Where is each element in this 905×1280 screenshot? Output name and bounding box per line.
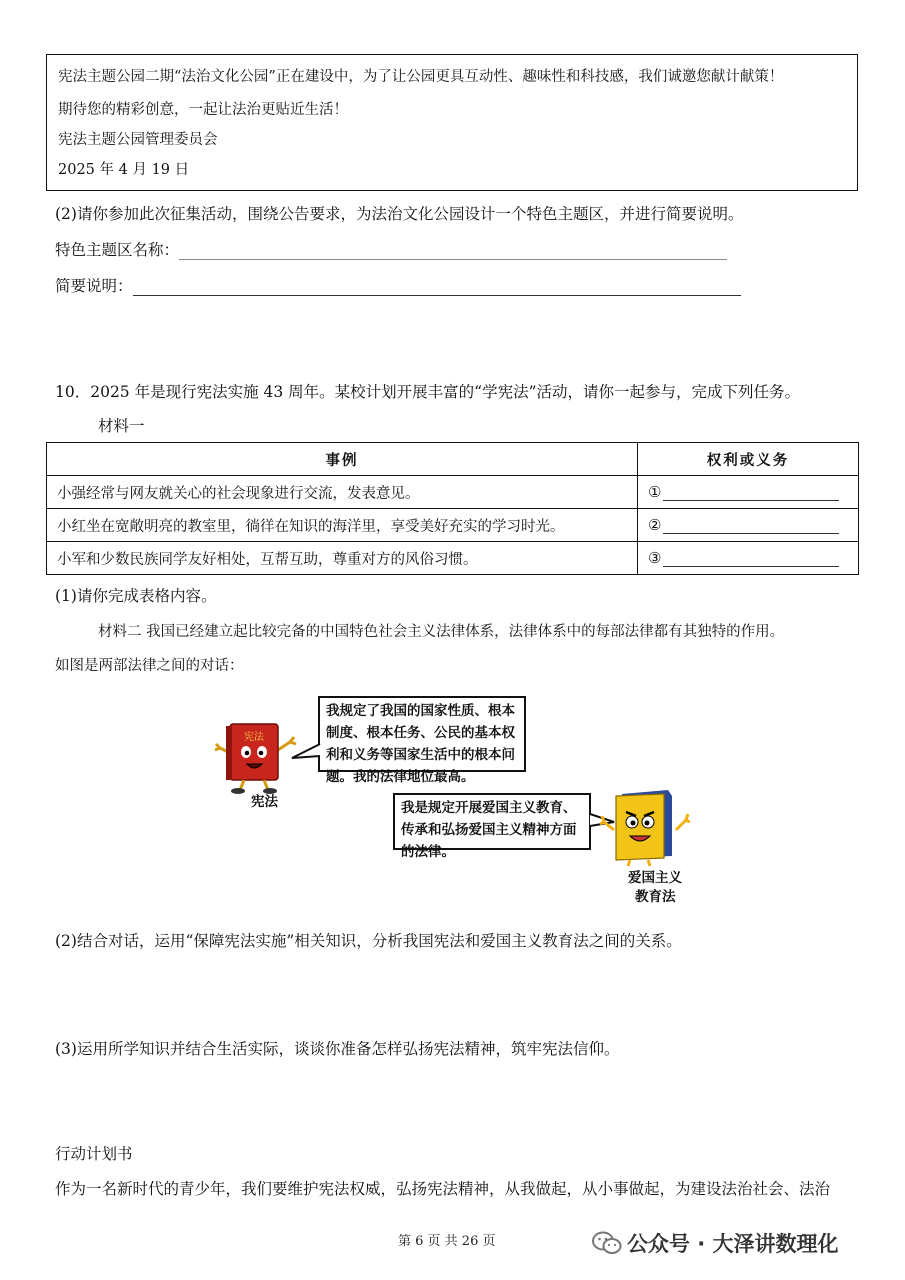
theme-name-row bbox=[55, 238, 727, 260]
theme-name-blank[interactable] bbox=[179, 241, 727, 260]
patriot-label-line-2: 教育法 bbox=[635, 889, 676, 905]
patriot-label-line-1: 爱国主义 bbox=[628, 870, 682, 886]
description-label: 简要说明： bbox=[55, 277, 133, 295]
bubble-tail-icon bbox=[290, 742, 322, 766]
constitution-label: 宪法 bbox=[251, 794, 278, 810]
material-1-label: 材料一 bbox=[98, 417, 145, 435]
wechat-icon bbox=[592, 1230, 622, 1256]
notice-date: 2025 年 4 月 19 日 bbox=[58, 162, 190, 178]
page-number: 第 6 页 共 26 页 bbox=[398, 1234, 496, 1249]
answer-cell[interactable] bbox=[638, 509, 859, 542]
header-case: 事例 bbox=[47, 443, 638, 476]
patriot-speech-bubble: 我是规定开展爱国主义教育、传承和弘扬爱国主义精神方面的法律。 bbox=[393, 793, 591, 850]
constitution-speech-bubble: 我规定了我国的国家性质、根本制度、根本任务、公民的基本权利和义务等国家生活中的根本问题。我的法律地位最高。 bbox=[318, 696, 526, 772]
answer-blank[interactable] bbox=[663, 486, 839, 501]
constitution-book-icon bbox=[214, 718, 298, 794]
case-cell: 小强经常与网友就关心的社会现象进行交流，发表意见。 bbox=[47, 476, 638, 509]
action-plan-title: 行动计划书 bbox=[55, 1145, 133, 1163]
answer-blank[interactable] bbox=[663, 519, 839, 534]
case-cell: 小军和少数民族同学友好相处，互帮互助，尊重对方的风俗习惯。 bbox=[47, 542, 638, 575]
sub-question-1: (1)请你完成表格内容。 bbox=[55, 587, 217, 605]
patriotic-education-book-icon bbox=[600, 784, 690, 868]
table-row bbox=[47, 509, 859, 542]
answer-cell[interactable] bbox=[638, 542, 859, 575]
notice-signature: 宪法主题公园管理委员会 bbox=[58, 132, 218, 148]
description-blank[interactable] bbox=[133, 277, 741, 296]
sub-question-3: (3)运用所学知识并结合生活实际，谈谈你准备怎样弘扬宪法精神，筑牢宪法信仰。 bbox=[55, 1040, 620, 1058]
answer-mark: ③ bbox=[648, 549, 662, 567]
header-right-duty: 权利或义务 bbox=[638, 443, 859, 476]
q9-2-prompt: (2)请你参加此次征集活动，围绕公告要求，为法治文化公园设计一个特色主题区，并进行简要说明。 bbox=[55, 205, 744, 223]
material-2-line-2: 如图是两部法律之间的对话： bbox=[55, 658, 244, 674]
table-row bbox=[47, 476, 859, 509]
watermark bbox=[592, 1228, 839, 1258]
notice-line-2: 期待您的精彩创意，一起让法治更贴近生活！ bbox=[58, 102, 348, 118]
material-2-line-1: 材料二 我国已经建立起比较完备的中国特色社会主义法律体系，法律体系中的每部法律都有其独特的作用。 bbox=[98, 624, 785, 640]
answer-mark: ② bbox=[648, 516, 662, 534]
theme-name-label: 特色主题区名称： bbox=[55, 241, 180, 259]
sub-question-2: (2)结合对话，运用“保障宪法实施”相关知识，分析我国宪法和爱国主义教育法之间的关系。 bbox=[55, 932, 682, 950]
answer-blank[interactable] bbox=[663, 552, 839, 567]
book-cover-title: 宪法 bbox=[244, 732, 264, 743]
table-header-row bbox=[47, 443, 859, 476]
q10-intro: 10．2025 年是现行宪法实施 43 周年。某校计划开展丰富的“学宪法”活动，请你一起参与，完成下列任务。 bbox=[55, 383, 801, 401]
notice-box bbox=[46, 54, 858, 191]
answer-cell[interactable] bbox=[638, 476, 859, 509]
case-cell: 小红坐在宽敞明亮的教室里，徜徉在知识的海洋里，享受美好充实的学习时光。 bbox=[47, 509, 638, 542]
action-plan-text: 作为一名新时代的青少年，我们要维护宪法权威，弘扬宪法精神，从我做起，从小事做起，为建设法治社会、法治 bbox=[55, 1180, 831, 1198]
description-row bbox=[55, 274, 741, 296]
material-1-table bbox=[46, 442, 859, 575]
notice-line-1: 宪法主题公园二期“法治文化公园”正在建设中，为了让公园更具互动性、趣味性和科技感，我们诚邀您献计献策！ bbox=[58, 69, 784, 85]
watermark-text: 公众号 · 大泽讲数理化 bbox=[626, 1232, 839, 1256]
table-row bbox=[47, 542, 859, 575]
answer-mark: ① bbox=[648, 483, 662, 501]
